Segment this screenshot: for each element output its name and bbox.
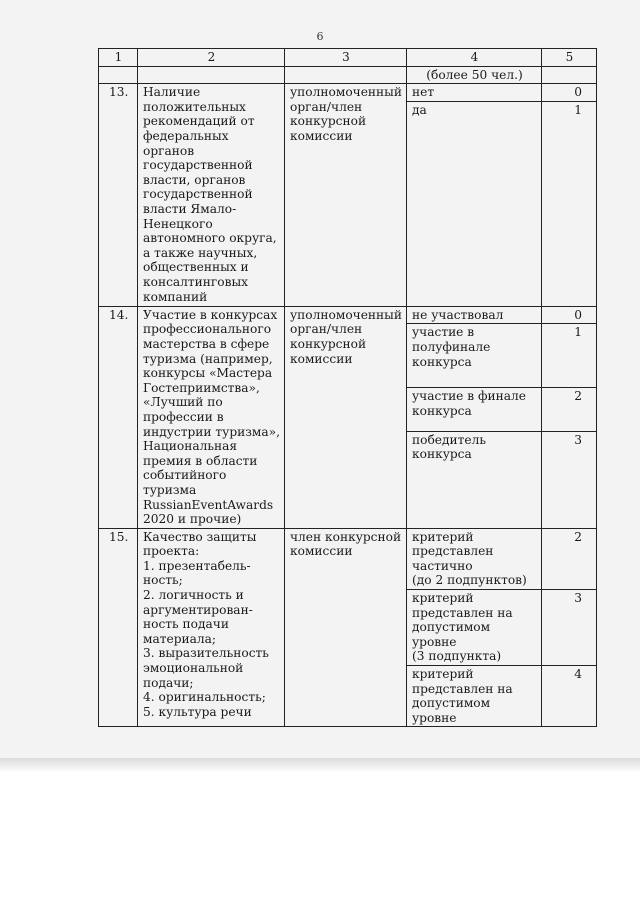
option-cell: участие в финале конкурса [407, 387, 542, 431]
option-cell: не участвовал [407, 306, 542, 324]
evaluator-cell: уполномоченный орган/член конкурсной комиссии [285, 306, 407, 528]
row-number: 15. [99, 528, 138, 727]
option-cell: да [407, 101, 542, 306]
option-cell: победитель конкурса [407, 431, 542, 528]
score-cell: 1 [542, 324, 597, 388]
column-number: 5 [542, 49, 597, 67]
column-number: 4 [407, 49, 542, 67]
option-text: критерий представлен частично [412, 529, 494, 573]
criterion-line: Качество защиты проекта: [143, 529, 257, 559]
criterion-line: 3. выразительность эмоциональной подачи; [143, 646, 269, 690]
score-cell: 3 [542, 590, 597, 666]
criterion-line: 2. логичность и аргументирован-ность подачи материала; [143, 588, 253, 646]
page-edge-shadow [0, 758, 640, 772]
option-note: (3 подпункта) [412, 649, 502, 664]
column-number: 3 [285, 49, 407, 67]
evaluator-cell: член конкурсной комиссии [285, 528, 407, 727]
page-number: 6 [316, 30, 324, 43]
option-cell [407, 590, 542, 666]
score-cell: 0 [542, 84, 597, 102]
criterion-line: 5. культура речи [143, 704, 252, 719]
criterion-line: 4. оригинальность; [143, 690, 266, 705]
option-text: критерий представлен на допустимом уровне [412, 591, 513, 649]
score-cell: 2 [542, 528, 597, 589]
continuation-row [99, 66, 597, 84]
option-cell: участие в полуфинале конкурса [407, 324, 542, 388]
score-cell: 3 [542, 431, 597, 528]
option-cell: критерий представлен на допустимом уровне [407, 666, 542, 727]
column-number: 1 [99, 49, 138, 67]
criterion-cell: Участие в конкурсах профессионального мастерства в сфере туризма (например, конкурсы «Мастера Гостеприимства», «Лучший по профессии в индустрии туризма», Национальная премия в области событийного туризма RussianEventAwards 2020 и прочие) [138, 306, 285, 528]
criteria-table [98, 48, 597, 727]
continuation-option: (более 50 чел.) [407, 66, 542, 84]
row-number: 13. [99, 84, 138, 307]
option-cell [407, 528, 542, 589]
option-note: (до 2 подпунктов) [412, 573, 527, 588]
criterion-line: 1. презентабель-ность; [143, 558, 251, 588]
column-number: 2 [138, 49, 285, 67]
score-cell: 2 [542, 387, 597, 431]
criterion-cell [138, 528, 285, 727]
score-cell: 1 [542, 101, 597, 306]
table-row [99, 306, 597, 324]
score-cell: 0 [542, 306, 597, 324]
evaluator-cell: уполномоченный орган/член конкурсной комиссии [285, 84, 407, 307]
criterion-cell: Наличие положительных рекомендаций от федеральных органов государственной власти, органов государственной власти Ямало-Ненецкого автономного округа, а также научных, общественных и консалтинговых компаний [138, 84, 285, 307]
option-cell: нет [407, 84, 542, 102]
table-row [99, 528, 597, 589]
row-number: 14. [99, 306, 138, 528]
score-cell: 4 [542, 666, 597, 727]
column-numbers-row [99, 49, 597, 67]
table-row [99, 84, 597, 102]
